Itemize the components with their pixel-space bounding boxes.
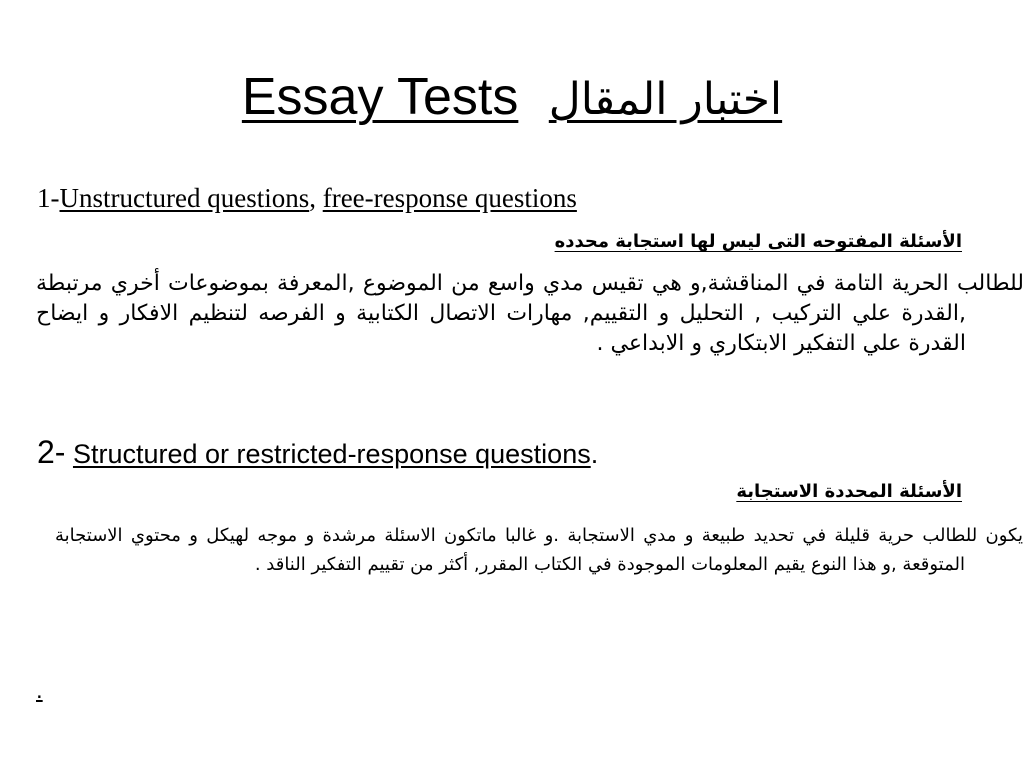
- slide-title: [0, 62, 1024, 135]
- trailing-mark: .: [36, 677, 43, 704]
- section1-subheading-arabic: الأسئلة المفتوحه التى ليس لها استجابة محدده: [554, 231, 962, 252]
- section1-heading-part2: free-response questions: [322, 183, 577, 213]
- section2-subheading-arabic: الأسئلة المحددة الاستجابة: [736, 481, 962, 502]
- section2-heading: [37, 432, 598, 474]
- section1-separator: ,: [309, 183, 323, 213]
- title-english: Essay Tests: [241, 68, 519, 126]
- title-arabic: اختبار المقال: [548, 74, 783, 125]
- section2-paragraph-arabic: يكون للطالب حرية قليلة في تحديد طبيعة و مدي الاستجابة .و غالبا ماتكون الاسئلة مرشدة و موجه لهيكل و محتوي الاستجابة المتوقعة ,و هذا النوع يقيم المعلومات الموجودة في الكتاب المقرر, أكثر من تقييم التفكير الناقد .: [55, 525, 1023, 575]
- section1-paragraph-arabic: للطالب الحرية التامة في المناقشة,و هي تقيس مدي واسع من الموضوع ,المعرفة بموضوعات أخري مرتبطة ,القدرة علي التركيب , التحليل و التقييم, مهارات الاتصال الكتابية و الفرصه لتنظيم الافكار و ايضاح القدرة علي التفكير الابتكاري و الابداعي .: [36, 271, 1024, 356]
- section2-end-punct: .: [590, 439, 599, 469]
- section1-number: 1-: [37, 183, 60, 213]
- section2-heading-text: Structured or restricted-response questions: [72, 439, 591, 469]
- section1-heading: [37, 180, 577, 216]
- section1-heading-part1: Unstructured questions: [59, 183, 310, 213]
- section2-number: 2-: [37, 434, 66, 470]
